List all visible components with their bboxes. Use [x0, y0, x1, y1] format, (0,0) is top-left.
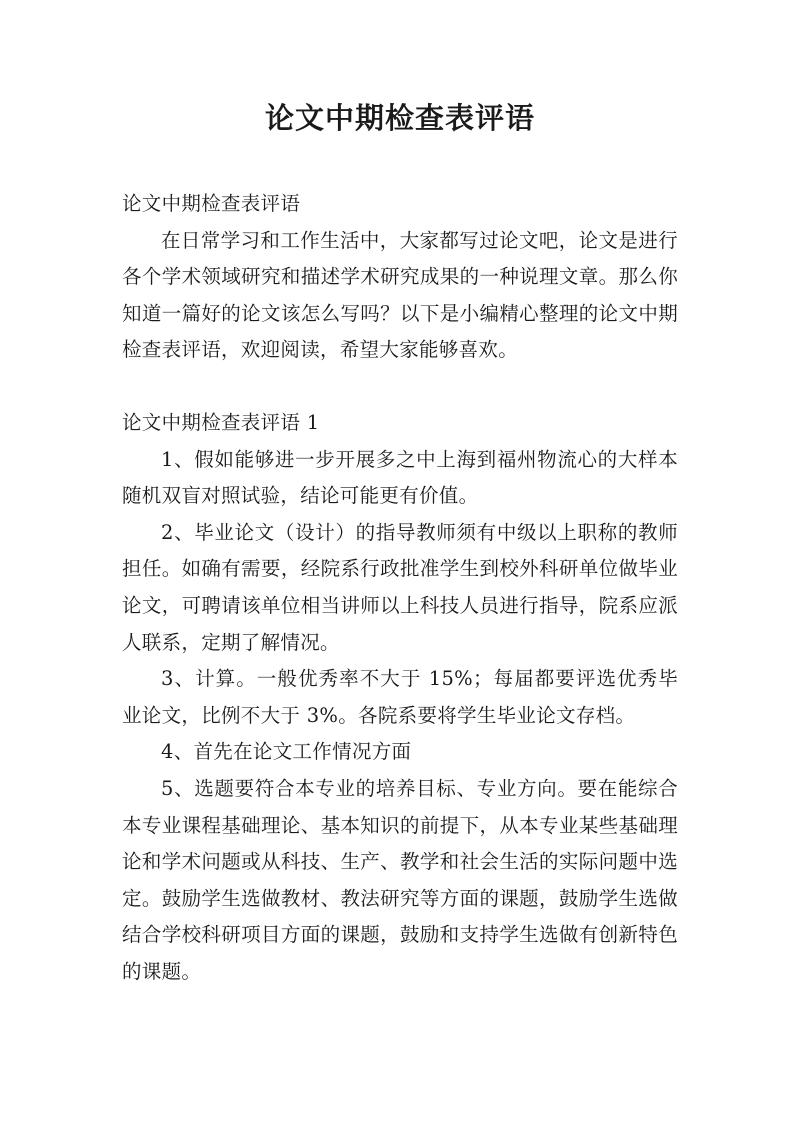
list-item-5: 5、选题要符合本专业的培养目标、专业方向。要在能综合本专业课程基础理论、基本知识的前提下，从本专业某些基础理论和学术问题或从科技、生产、教学和社会生活的实际问题中选定。鼓励学生选做教材、教法研究等方面的课题，鼓励学生选做结合学校科研项目方面的课题，鼓励和支持学生选做有创新特色的课题。 — [122, 776, 678, 983]
document-title: 论文中期检查表评语 — [264, 101, 535, 135]
section-spacer — [122, 369, 678, 405]
document-body — [122, 186, 678, 990]
list-item-1: 1、假如能够进一步开展多之中上海到福州物流心的大样本随机双盲对照试验，结论可能更有价值。 — [122, 447, 678, 508]
list-item-3: 3、计算。一般优秀率不大于 15%；每届都要评选优秀毕业论文，比例不大于 3%。各院系要将学生毕业论文存档。 — [122, 667, 678, 727]
intro-heading: 论文中期检查表评语 — [122, 192, 301, 215]
intro-paragraph: 在日常学习和工作生活中，大家都写过论文吧，论文是进行各个学术领域研究和描述学术研究成果的一种说理文章。那么你知道一篇好的论文该怎么写吗？以下是小编精心整理的论文中期检查表评语，欢迎阅读，希望大家能够喜欢。 — [122, 228, 678, 362]
list-item-4: 4、首先在论文工作情况方面 — [161, 740, 412, 764]
list-item-2: 2、毕业论文（设计）的指导教师须有中级以上职称的教师担任。如确有需要，经院系行政批准学生到校外科研单位做毕业论文，可聘请该单位相当讲师以上科技人员进行指导，院系应派人联系，定期了解情况。 — [122, 520, 678, 654]
section-heading: 论文中期检查表评语 1 — [122, 410, 320, 434]
